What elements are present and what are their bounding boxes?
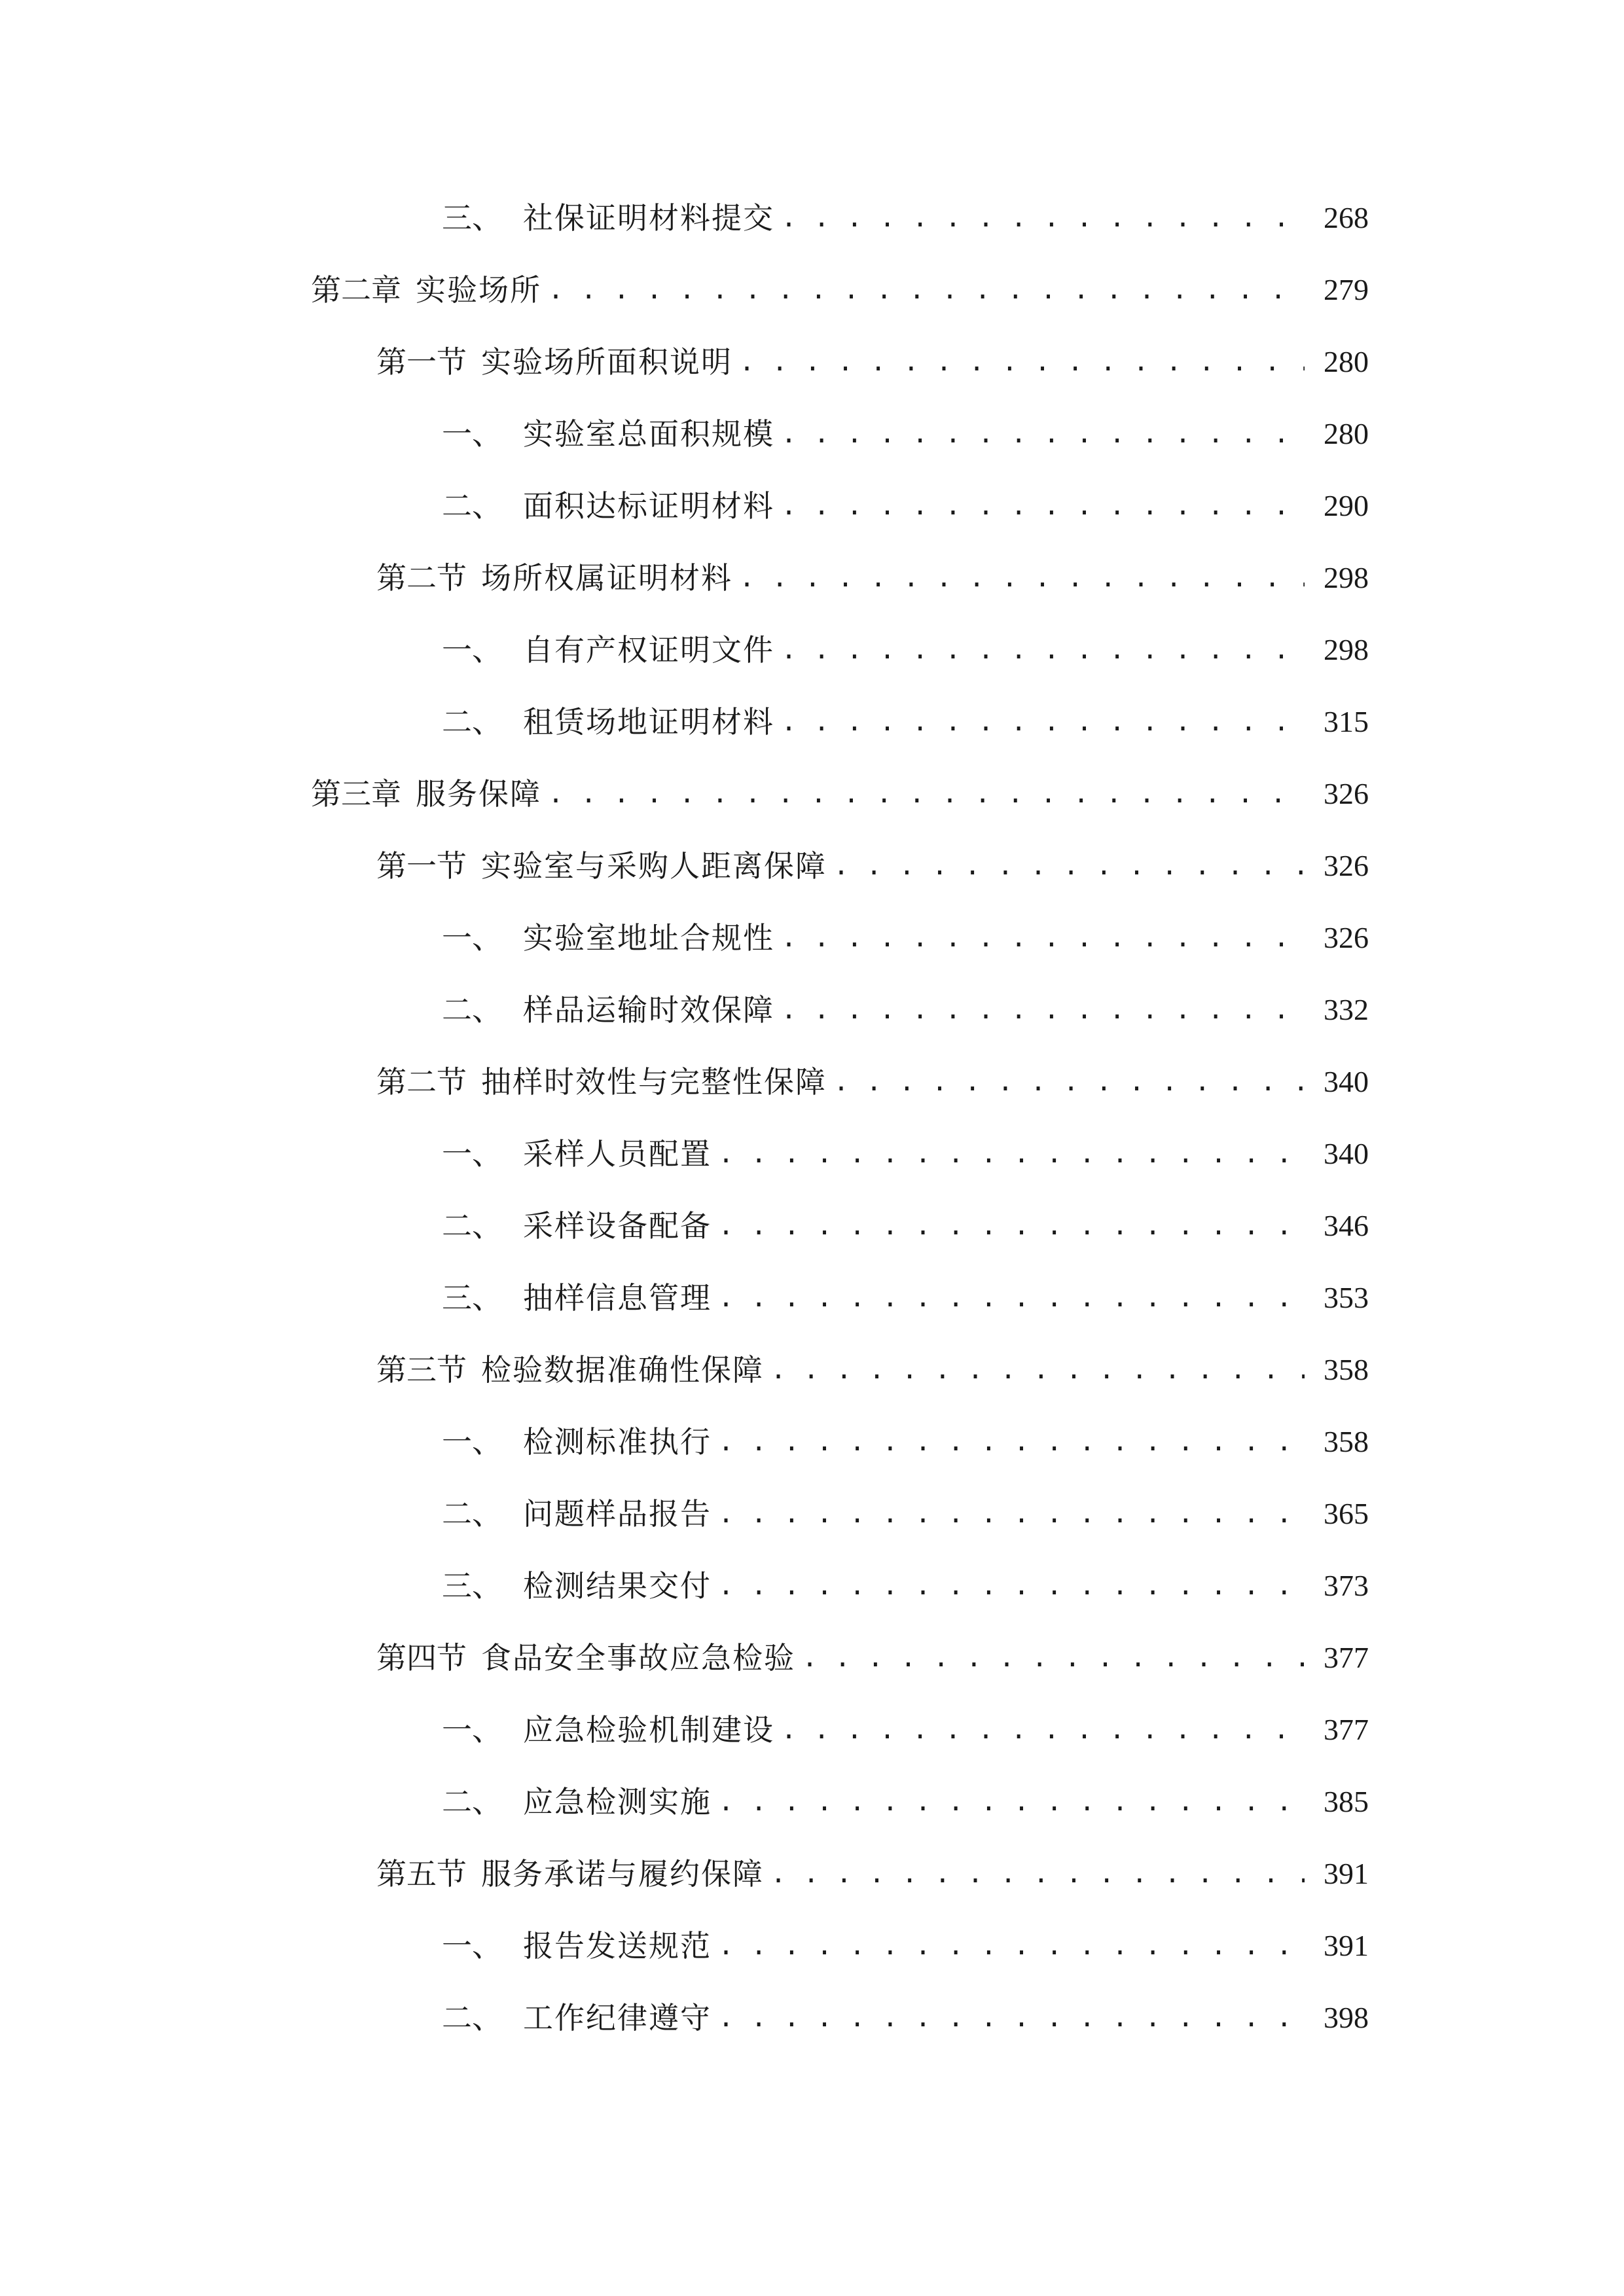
toc-entry[interactable] (442, 696, 1369, 748)
toc-entry-title: 服务承诺与履约保障 (481, 1856, 764, 1892)
dot-leader (770, 1344, 1305, 1396)
toc-entry-number: 第三章 (311, 776, 401, 812)
toc-entry-number: 第一节 (376, 344, 467, 380)
toc-entry[interactable] (376, 1632, 1369, 1684)
toc-entry[interactable] (376, 336, 1369, 388)
toc-entry-number: 第二节 (376, 1064, 467, 1100)
toc-entry-title: 检测结果交付 (523, 1568, 712, 1604)
toc-entry-number: 二、 (442, 704, 502, 740)
toc-entry[interactable] (442, 1560, 1369, 1612)
toc-entry[interactable] (442, 912, 1369, 964)
toc-entry-title: 服务保障 (416, 776, 541, 812)
dot-leader (781, 408, 1305, 460)
toc-entry-title: 检测标准执行 (523, 1424, 712, 1460)
dot-leader (781, 696, 1305, 748)
toc-entry[interactable] (442, 1992, 1369, 2044)
toc-entry-page-number: 391 (1324, 1857, 1369, 1890)
toc-entry-page-number: 358 (1324, 1425, 1369, 1458)
dot-leader (718, 1128, 1305, 1180)
dot-leader (781, 192, 1305, 244)
dot-leader (548, 264, 1305, 316)
toc-entry-page-number: 340 (1324, 1065, 1369, 1098)
toc-entry[interactable] (442, 624, 1369, 676)
toc-entry-page-number: 385 (1324, 1785, 1369, 1818)
dot-leader (781, 912, 1305, 964)
toc-entry-title: 采样人员配置 (523, 1136, 712, 1172)
toc-entry-title: 社保证明材料提交 (523, 200, 774, 236)
toc-entry-number: 一、 (442, 1136, 502, 1172)
toc-entry-title: 应急检验机制建设 (523, 1712, 774, 1748)
toc-entry-number: 第一节 (376, 848, 467, 884)
toc-entry-page-number: 326 (1324, 849, 1369, 882)
toc-entry[interactable] (442, 1416, 1369, 1468)
dot-leader (781, 984, 1305, 1036)
toc-entry-title: 租赁场地证明材料 (523, 704, 774, 740)
toc-entry-page-number: 346 (1324, 1209, 1369, 1242)
toc-entry-page-number: 398 (1324, 2001, 1369, 2034)
toc-entry-page-number: 373 (1324, 1569, 1369, 1602)
toc-entry-page-number: 340 (1324, 1137, 1369, 1170)
toc-entry-number: 一、 (442, 1928, 502, 1964)
dot-leader (718, 1416, 1305, 1468)
toc-entry[interactable] (442, 1920, 1369, 1972)
toc-entry-page-number: 326 (1324, 921, 1369, 954)
dot-leader (781, 624, 1305, 676)
toc-entry-title: 自有产权证明文件 (523, 632, 774, 668)
toc-entry-page-number: 280 (1324, 417, 1369, 450)
toc-entry-title: 抽样时效性与完整性保障 (481, 1064, 827, 1100)
toc-entry-title: 实验室总面积规模 (523, 416, 774, 452)
toc-entry-page-number: 298 (1324, 633, 1369, 666)
toc-entry-number: 二、 (442, 1784, 502, 1820)
dot-leader (781, 1704, 1305, 1756)
toc-entry-page-number: 377 (1324, 1641, 1369, 1674)
toc-entry[interactable] (376, 1344, 1369, 1396)
toc-entry-number: 二、 (442, 488, 502, 524)
dot-leader (802, 1632, 1305, 1684)
toc-entry-number: 二、 (442, 2000, 502, 2036)
toc-entry-number: 三、 (442, 1280, 502, 1316)
toc-entry[interactable] (376, 1056, 1369, 1108)
dot-leader (548, 768, 1305, 820)
toc-entry-page-number: 268 (1324, 201, 1369, 234)
dot-leader (718, 1776, 1305, 1828)
toc-entry-number: 二、 (442, 1496, 502, 1532)
dot-leader (833, 1056, 1305, 1108)
toc-entry-page-number: 391 (1324, 1929, 1369, 1962)
toc-entry[interactable] (311, 264, 1369, 316)
toc-entry-title: 报告发送规范 (523, 1928, 712, 1964)
toc-entry-page-number: 290 (1324, 489, 1369, 522)
toc-entry-title: 工作纪律遵守 (523, 2000, 712, 2036)
dot-leader (718, 1920, 1305, 1972)
toc-entry-title: 食品安全事故应急检验 (481, 1640, 795, 1676)
dot-leader (833, 840, 1305, 892)
toc-entry-title: 应急检测实施 (523, 1784, 712, 1820)
toc-entry-number: 第五节 (376, 1856, 467, 1892)
toc-entry[interactable] (442, 1488, 1369, 1540)
toc-entry[interactable] (442, 984, 1369, 1036)
toc-entry-page-number: 279 (1324, 273, 1369, 306)
toc-entry[interactable] (442, 1128, 1369, 1180)
toc-entry-number: 二、 (442, 992, 502, 1028)
toc-entry-number: 一、 (442, 632, 502, 668)
dot-leader (781, 480, 1305, 532)
toc-entry[interactable] (442, 192, 1369, 244)
dot-leader (718, 1488, 1305, 1540)
dot-leader (718, 1992, 1305, 2044)
toc-entry[interactable] (376, 840, 1369, 892)
dot-leader (739, 552, 1305, 604)
toc-entry-title: 问题样品报告 (523, 1496, 712, 1532)
toc-entry[interactable] (311, 768, 1369, 820)
toc-entry-number: 三、 (442, 200, 502, 236)
toc-entry-page-number: 365 (1324, 1497, 1369, 1530)
toc-entry[interactable] (442, 1272, 1369, 1324)
toc-entry-number: 一、 (442, 1712, 502, 1748)
toc-entry-number: 第二节 (376, 560, 467, 596)
toc-entry-title: 场所权属证明材料 (481, 560, 732, 596)
toc-entry-number: 一、 (442, 920, 502, 956)
toc-entry-title: 抽样信息管理 (523, 1280, 712, 1316)
toc-entry-title: 面积达标证明材料 (523, 488, 774, 524)
toc-entry-title: 采样设备配备 (523, 1208, 712, 1244)
toc-entry-page-number: 280 (1324, 345, 1369, 378)
toc-entry-title: 实验室与采购人距离保障 (481, 848, 827, 884)
toc-entry-number: 一、 (442, 416, 502, 452)
toc-entry[interactable] (442, 1200, 1369, 1252)
dot-leader (739, 336, 1305, 388)
dot-leader (718, 1560, 1305, 1612)
toc-entry-page-number: 332 (1324, 993, 1369, 1026)
toc-entry-title: 样品运输时效保障 (523, 992, 774, 1028)
toc-entry-page-number: 353 (1324, 1281, 1369, 1314)
toc-entry-page-number: 358 (1324, 1353, 1369, 1386)
toc-entry[interactable] (442, 1776, 1369, 1828)
toc-entry[interactable] (442, 408, 1369, 460)
toc-entry-title: 实验室地址合规性 (523, 920, 774, 956)
toc-entry-page-number: 298 (1324, 561, 1369, 594)
toc-entry-number: 三、 (442, 1568, 502, 1604)
dot-leader (770, 1848, 1305, 1900)
dot-leader (718, 1272, 1305, 1324)
toc-entry-title: 实验场所 (416, 272, 541, 308)
toc-entry-number: 二、 (442, 1208, 502, 1244)
toc-entry[interactable] (376, 1848, 1369, 1900)
toc-entry[interactable] (376, 552, 1369, 604)
toc-entry-number: 一、 (442, 1424, 502, 1460)
toc-entry-title: 实验场所面积说明 (481, 344, 732, 380)
toc-entry-title: 检验数据准确性保障 (481, 1352, 764, 1388)
toc-entry-number: 第四节 (376, 1640, 467, 1676)
toc-entry-page-number: 315 (1324, 705, 1369, 738)
toc-entry-number: 第二章 (311, 272, 401, 308)
toc-entry-page-number: 326 (1324, 777, 1369, 810)
toc-entry-page-number: 377 (1324, 1713, 1369, 1746)
toc-entry[interactable] (442, 1704, 1369, 1756)
dot-leader (718, 1200, 1305, 1252)
toc-entry-number: 第三节 (376, 1352, 467, 1388)
toc-entry[interactable] (442, 480, 1369, 532)
